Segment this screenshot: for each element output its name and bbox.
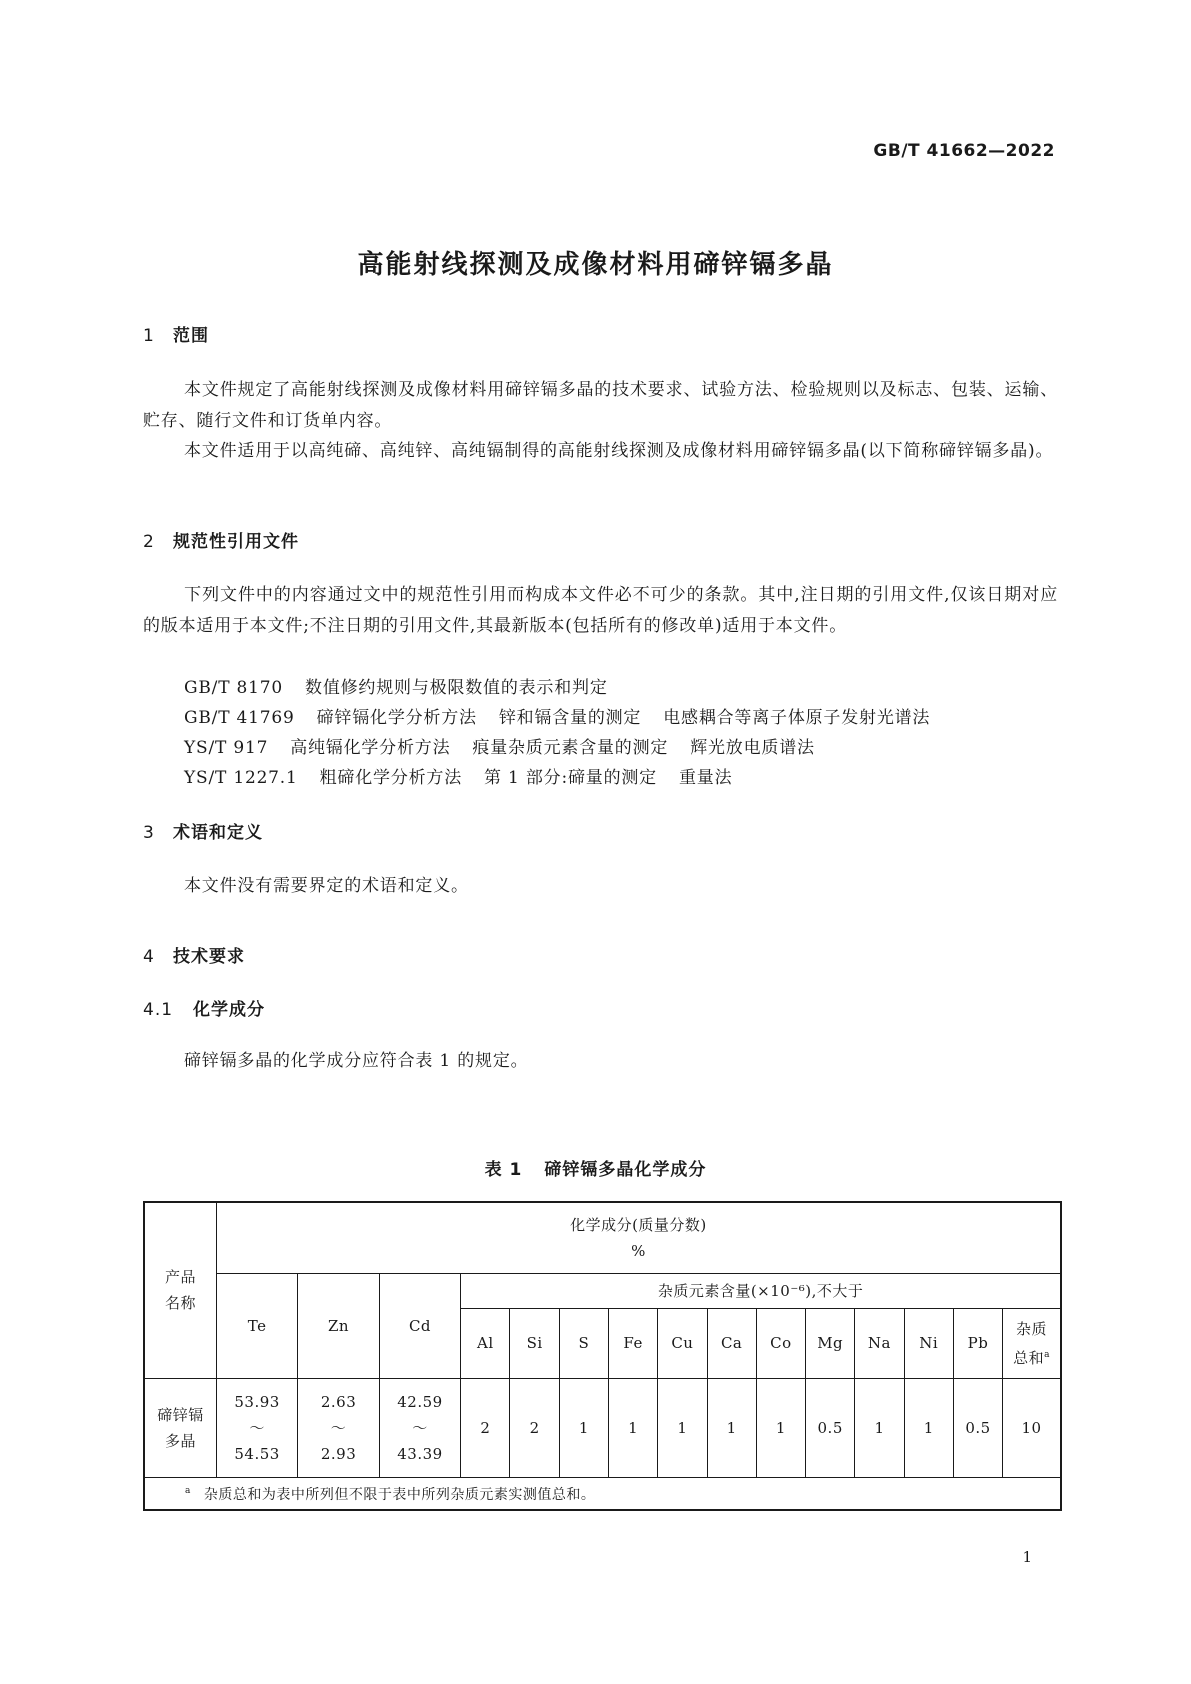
product-name-header	[144, 1202, 216, 1378]
reference-method: 重量法	[678, 768, 733, 788]
table-footnote-row	[144, 1477, 1061, 1510]
cu-value: 1	[658, 1378, 707, 1477]
heading-number: 4.1	[143, 1000, 174, 1020]
mg-value: 0.5	[806, 1378, 855, 1477]
al-value: 2	[461, 1378, 510, 1477]
paragraph-text: 碲锌镉多晶的化学成分应符合表 1 的规定。	[184, 1051, 529, 1071]
footnote-mark: a	[185, 1486, 191, 1497]
heading-terms	[143, 818, 263, 843]
heading-number: 2	[143, 532, 155, 552]
reference-code: GB/T 8170	[184, 678, 284, 698]
ni-value: 1	[904, 1378, 953, 1477]
impurity-header: 杂质元素含量(×10⁻⁶),不大于	[461, 1273, 1061, 1308]
te-range-cell	[216, 1378, 297, 1477]
header-text: 名称	[164, 1294, 196, 1313]
reference-method: 辉光放电质谱法	[690, 738, 815, 758]
reference-code: YS/T 1227.1	[184, 768, 298, 788]
ca-value: 1	[707, 1378, 756, 1477]
col-header-s: S	[559, 1308, 608, 1378]
col-header-zn: Zn	[298, 1273, 379, 1378]
range-separator: ～	[249, 1418, 265, 1437]
table-caption	[0, 1155, 1191, 1180]
reference-title: 碲锌镉化学分析方法	[316, 708, 477, 728]
col-header-mg: Mg	[806, 1308, 855, 1378]
unit-text: %	[631, 1241, 646, 1260]
range-min: 2.63	[320, 1392, 357, 1411]
range-min: 53.93	[234, 1392, 280, 1411]
heading-normative-references	[143, 527, 299, 552]
col-header-na: Na	[855, 1308, 904, 1378]
footnote-text: 杂质总和为表中所列但不限于表中所列杂质元素实测值总和。	[203, 1487, 596, 1504]
col-header-si: Si	[510, 1308, 559, 1378]
heading-text: 术语和定义	[173, 823, 263, 843]
zn-range-cell	[298, 1378, 379, 1477]
col-header-cd: Cd	[379, 1273, 460, 1378]
header-text: 化学成分(质量分数)	[570, 1215, 707, 1234]
range-separator: ～	[330, 1418, 347, 1437]
reference-method: 电感耦合等离子体原子发射光谱法	[663, 708, 931, 728]
range-max: 2.93	[320, 1444, 357, 1463]
heading-text: 规范性引用文件	[173, 532, 299, 552]
col-header-ca: Ca	[707, 1308, 756, 1378]
range-separator: ～	[412, 1418, 428, 1437]
paragraph-text: 本文件规定了高能射线探测及成像材料用碲锌镉多晶的技术要求、试验方法、检验规则以及标志、包装、运输、贮存、随行文件和订货单内容。	[143, 380, 1058, 431]
heading-number: 3	[143, 823, 155, 843]
col-header-pb: Pb	[953, 1308, 1002, 1378]
si-value: 2	[510, 1378, 559, 1477]
table-header-row	[144, 1273, 1061, 1308]
range-max: 54.53	[234, 1444, 280, 1463]
paragraph-text: 本文件没有需要界定的术语和定义。	[184, 876, 469, 896]
col-header-co: Co	[756, 1308, 805, 1378]
heading-text: 技术要求	[173, 947, 245, 967]
terms-paragraph	[143, 871, 1058, 902]
na-value: 1	[855, 1378, 904, 1477]
paragraph-text: 下列文件中的内容通过文中的规范性引用而构成本文件必不可少的条款。其中,注日期的引用文件,仅该日期对应的版本适用于本文件;不注日期的引用文件,其最新版本(包括所有的修改单)适用于本文件。	[143, 585, 1058, 636]
heading-number: 4	[143, 947, 155, 967]
header-text: 杂质	[1016, 1319, 1048, 1338]
reference-item	[184, 703, 930, 728]
pb-value: 0.5	[953, 1378, 1002, 1477]
heading-number: 1	[143, 326, 155, 346]
table-header-row	[144, 1202, 1061, 1273]
range-min: 42.59	[397, 1392, 443, 1411]
col-header-ni: Ni	[904, 1308, 953, 1378]
chemical-composition-header	[216, 1202, 1061, 1273]
composition-paragraph	[143, 1046, 1058, 1077]
reference-subtitle: 第 1 部分:碲量的测定	[484, 768, 657, 788]
col-header-al: Al	[461, 1308, 510, 1378]
reference-code: YS/T 917	[184, 738, 269, 758]
page-number: 1	[1022, 1548, 1032, 1566]
cell-text: 多晶	[164, 1431, 196, 1450]
product-name-cell	[144, 1378, 216, 1477]
fe-value: 1	[609, 1378, 658, 1477]
reference-subtitle: 锌和镉含量的测定	[498, 708, 642, 728]
header-text: 产品	[164, 1268, 196, 1287]
standard-code: GB/T 41662—2022	[873, 141, 1055, 161]
reference-item	[184, 763, 732, 788]
reference-title: 数值修约规则与极限数值的表示和判定	[305, 678, 608, 698]
col-header-te: Te	[216, 1273, 297, 1378]
footnote-mark: a	[1044, 1349, 1050, 1360]
heading-text: 范围	[173, 326, 209, 346]
reference-code: GB/T 41769	[184, 708, 295, 728]
heading-technical-requirements	[143, 942, 245, 967]
co-value: 1	[756, 1378, 805, 1477]
reference-subtitle: 痕量杂质元素含量的测定	[472, 738, 669, 758]
heading-scope	[143, 321, 209, 346]
reference-title: 粗碲化学分析方法	[319, 768, 463, 788]
cd-range-cell	[379, 1378, 460, 1477]
references-paragraph	[143, 580, 1058, 642]
reference-title: 高纯镉化学分析方法	[290, 738, 451, 758]
header-text: 总和	[1013, 1348, 1045, 1367]
cell-text: 碲锌镉	[157, 1405, 204, 1424]
heading-chemical-composition	[143, 995, 265, 1020]
chemical-composition-table	[143, 1201, 1062, 1511]
range-max: 43.39	[397, 1444, 443, 1463]
table-footnote	[144, 1477, 1061, 1510]
col-header-fe: Fe	[609, 1308, 658, 1378]
reference-item	[184, 733, 815, 758]
col-header-impurity-total	[1003, 1308, 1061, 1378]
heading-text: 化学成分	[193, 1000, 265, 1020]
paragraph-text: 本文件适用于以高纯碲、高纯锌、高纯镉制得的高能射线探测及成像材料用碲锌镉多晶(以下简称碲锌镉多晶)。	[184, 441, 1054, 461]
s-value: 1	[559, 1378, 608, 1477]
document-title: 高能射线探测及成像材料用碲锌镉多晶	[357, 250, 834, 280]
scope-paragraph-1	[143, 375, 1058, 437]
scope-paragraph-2	[143, 436, 1058, 467]
table-row	[144, 1378, 1061, 1477]
reference-item	[184, 673, 608, 698]
table-caption-title: 碲锌镉多晶化学成分	[544, 1160, 707, 1180]
table-caption-number: 表 1	[484, 1160, 523, 1180]
col-header-cu: Cu	[658, 1308, 707, 1378]
impurity-total-value: 10	[1003, 1378, 1061, 1477]
